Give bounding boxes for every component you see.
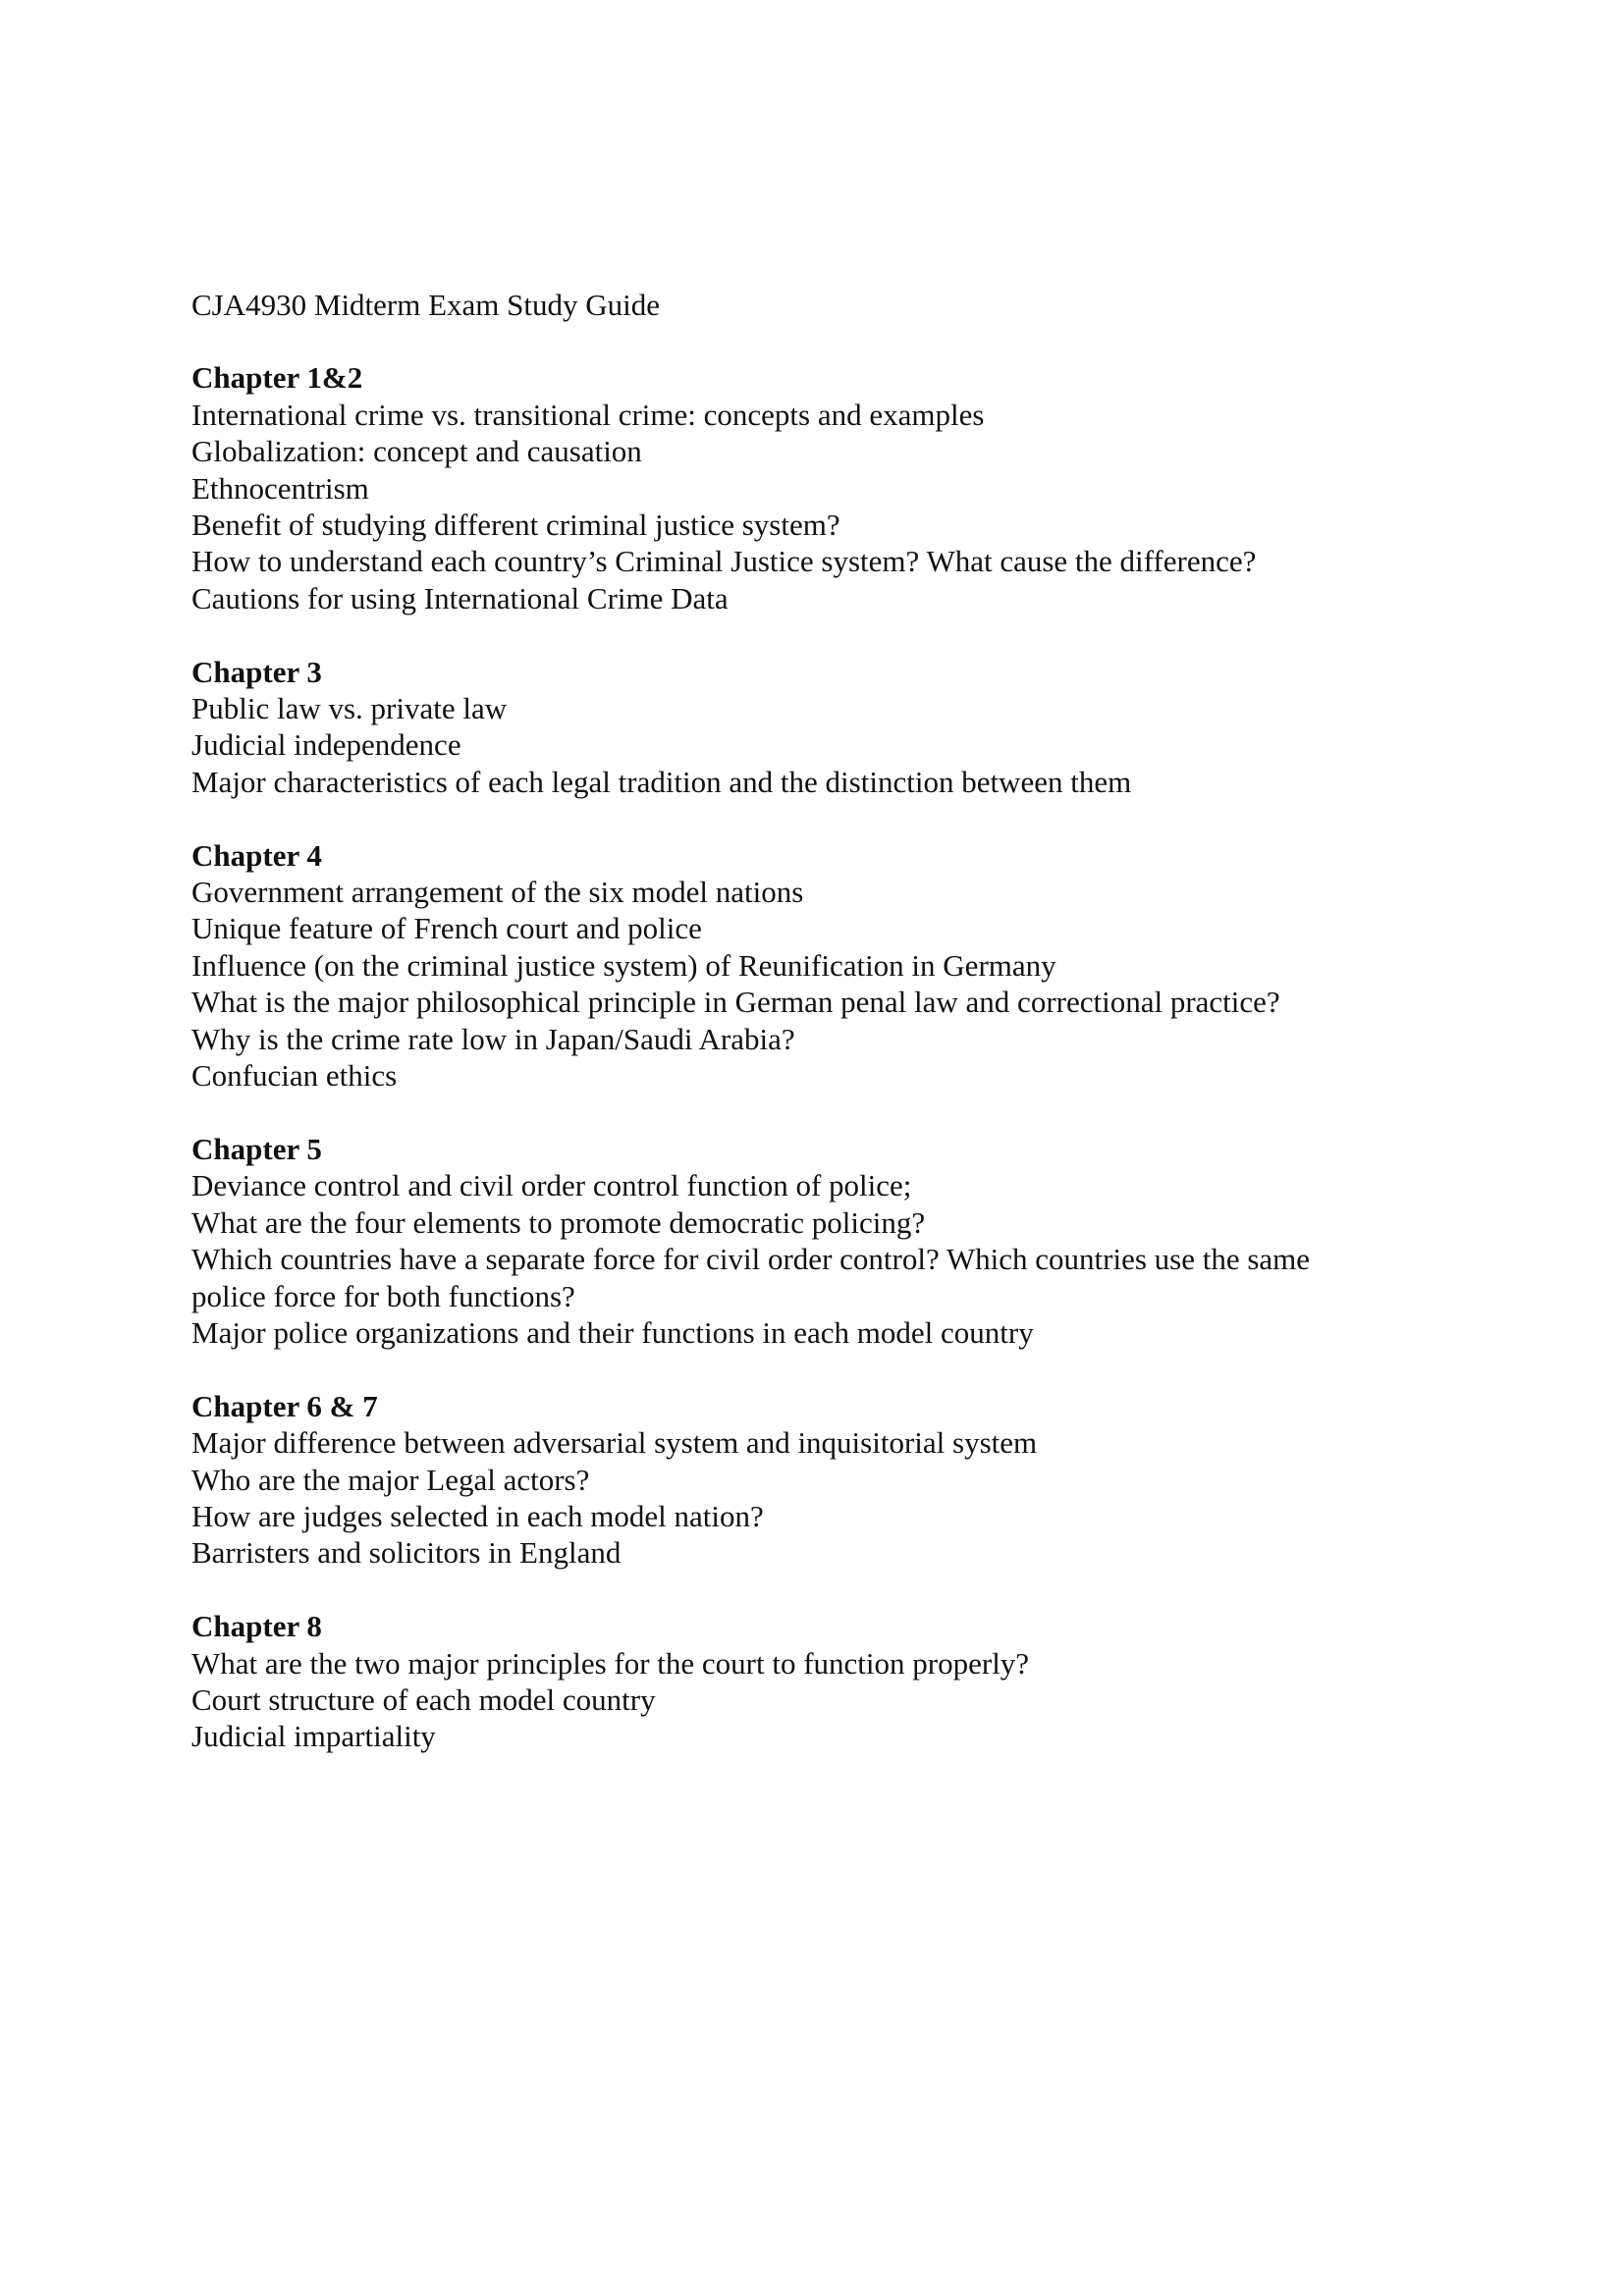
topic-item: What is the major philosophical principle in German penal law and correctional practice?: [191, 985, 1280, 1020]
topic-item: How to understand each country’s Criminal Justice system? What cause the difference?: [191, 544, 1257, 579]
topic-item: How are judges selected in each model nation?: [191, 1498, 764, 1533]
topic-item: Which countries have a separate force for civil order control? Which countries use the same: [191, 1242, 1311, 1277]
chapter-section: [191, 359, 1468, 616]
topic-item: What are the two major principles for the court to function properly?: [191, 1645, 1030, 1681]
chapter-section: [191, 654, 1468, 801]
chapter-heading: Chapter 8: [191, 1609, 322, 1644]
topic-item: Major characteristics of each legal tradition and the distinction between them: [191, 764, 1132, 799]
topic-item: Who are the major Legal actors?: [191, 1462, 590, 1497]
topic-item-continuation: police force for both functions?: [191, 1278, 575, 1313]
topic-item: Why is the crime rate low in Japan/Saudi Arabia?: [191, 1021, 795, 1056]
chapter-section: [191, 837, 1468, 1095]
chapter-section: [191, 1131, 1468, 1351]
topic-item: Globalization: concept and causation: [191, 434, 642, 469]
topic-item: Deviance control and civil order control function of police;: [191, 1168, 912, 1203]
topic-item: Public law vs. private law: [191, 691, 508, 726]
chapter-heading: Chapter 4: [191, 837, 322, 873]
chapter-heading: Chapter 3: [191, 654, 322, 689]
topic-item: Ethnocentrism: [191, 470, 369, 506]
topic-item: Benefit of studying different criminal justice system?: [191, 507, 840, 543]
chapter-section: [191, 1388, 1468, 1572]
topic-list: [191, 874, 1468, 1094]
document-content: [191, 287, 1468, 1791]
topic-item: Unique feature of French court and police: [191, 911, 702, 946]
topic-item: Influence (on the criminal justice system) of Reunification in Germany: [191, 947, 1056, 983]
topic-item: What are the four elements to promote democratic policing?: [191, 1204, 926, 1240]
topic-item: Government arrangement of the six model nations: [191, 875, 804, 910]
topic-list: [191, 1167, 1468, 1351]
topic-item: International crime vs. transitional crime: concepts and examples: [191, 397, 985, 432]
document-title: CJA4930 Midterm Exam Study Guide: [191, 288, 661, 322]
chapter-heading: Chapter 6 & 7: [191, 1388, 378, 1423]
topic-item: Court structure of each model country: [191, 1682, 656, 1717]
chapter-heading: Chapter 5: [191, 1131, 322, 1166]
topic-item: Judicial impartiality: [191, 1719, 436, 1754]
topic-item: Confucian ethics: [191, 1058, 398, 1094]
topic-list: [191, 690, 1468, 800]
topic-list: [191, 1424, 1468, 1572]
topic-list: [191, 397, 1468, 616]
topic-list: [191, 1645, 1468, 1755]
chapter-heading: Chapter 1&2: [191, 360, 363, 396]
topic-item: Major police organizations and their functions in each model country: [191, 1314, 1034, 1350]
topic-item: Cautions for using International Crime Data: [191, 580, 729, 615]
chapter-section: [191, 1608, 1468, 1755]
topic-item: Barristers and solicitors in England: [191, 1535, 622, 1571]
topic-item: Major difference between adversarial system and inquisitorial system: [191, 1425, 1038, 1461]
topic-item: Judicial independence: [191, 727, 461, 763]
